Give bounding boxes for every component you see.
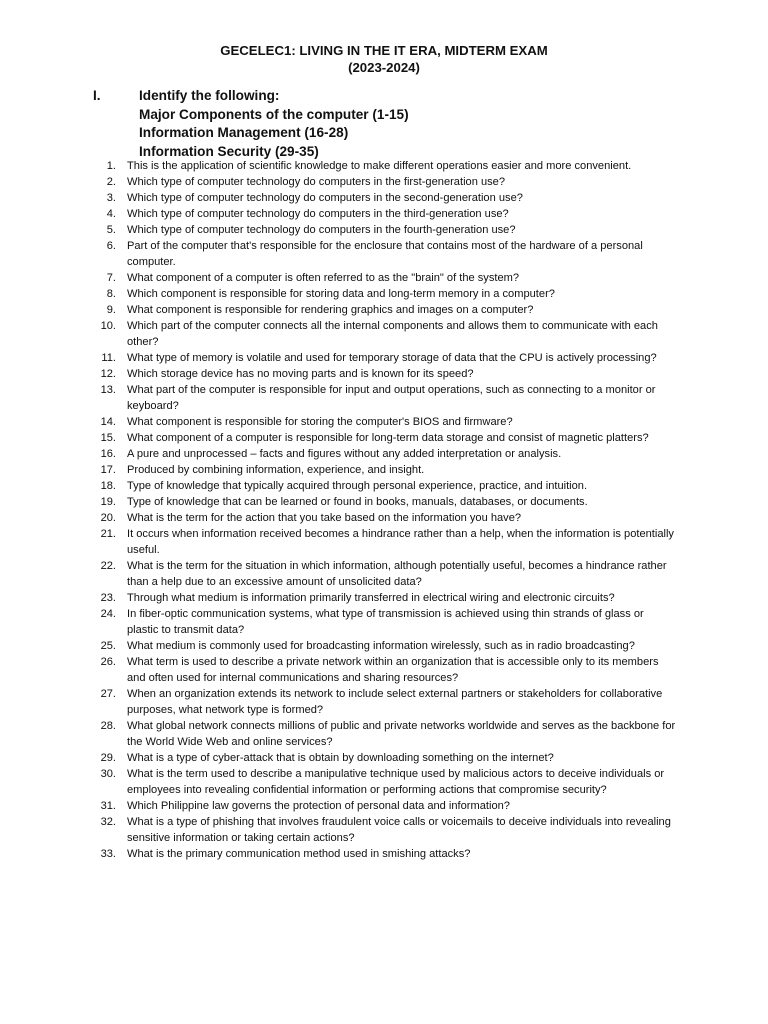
question-text: Part of the computer that's responsible for the enclosure that contains most of the hardware of a personal computer. bbox=[127, 240, 643, 268]
question-item bbox=[0, 206, 677, 222]
question-item bbox=[0, 478, 677, 494]
question-text: Which storage device has no moving parts and is known for its speed? bbox=[127, 368, 474, 380]
question-item bbox=[0, 814, 677, 846]
question-item bbox=[0, 382, 677, 414]
question-number: 4. bbox=[106, 208, 116, 220]
question-number: 27. bbox=[100, 688, 116, 700]
question-item bbox=[0, 638, 677, 654]
question-text: What is a type of cyber-attack that is obtain by downloading something on the internet? bbox=[127, 752, 554, 764]
question-text: This is the application of scientific knowledge to make different operations easier and more convenient. bbox=[127, 160, 632, 172]
question-text: Produced by combining information, experience, and insight. bbox=[127, 464, 425, 476]
question-item bbox=[0, 606, 677, 638]
question-number: 16. bbox=[100, 448, 116, 460]
question-text: What is the primary communication method used in smishing attacks? bbox=[127, 848, 471, 860]
question-text: What component of a computer is often referred to as the "brain" of the system? bbox=[127, 272, 520, 284]
question-item bbox=[0, 590, 677, 606]
question-item bbox=[0, 446, 677, 462]
question-item bbox=[0, 270, 677, 286]
exam-title-line-2: (2023-2024) bbox=[348, 60, 420, 75]
question-number: 5. bbox=[106, 224, 116, 236]
question-item bbox=[0, 494, 677, 510]
question-number: 23. bbox=[100, 592, 116, 604]
section-instruction-line: Information Management (16-28) bbox=[139, 125, 349, 141]
question-item bbox=[0, 174, 677, 190]
question-text: In fiber-optic communication systems, what type of transmission is achieved using thin strands of glass or plastic to transmit data? bbox=[127, 608, 644, 636]
question-text: What part of the computer is responsible for input and output operations, such as connecting to a monitor or keyboard? bbox=[127, 384, 656, 412]
question-text: What type of memory is volatile and used for temporary storage of data that the CPU is actively processing? bbox=[127, 352, 657, 364]
question-text: What medium is commonly used for broadcasting information wirelessly, such as in radio broadcasting? bbox=[127, 640, 635, 652]
question-number: 18. bbox=[100, 480, 116, 492]
question-item bbox=[0, 686, 677, 718]
question-text: Which type of computer technology do computers in the first-generation use? bbox=[127, 176, 506, 188]
question-text: What component is responsible for rendering graphics and images on a computer? bbox=[127, 304, 534, 316]
question-number: 9. bbox=[106, 304, 116, 316]
question-number: 10. bbox=[100, 320, 116, 332]
question-list bbox=[0, 158, 768, 862]
question-number: 30. bbox=[100, 768, 116, 780]
question-number: 21. bbox=[100, 528, 116, 540]
question-text: Type of knowledge that can be learned or found in books, manuals, databases, or documents. bbox=[127, 496, 588, 508]
question-number: 25. bbox=[100, 640, 116, 652]
question-number: 13. bbox=[100, 384, 116, 396]
question-number: 14. bbox=[100, 416, 116, 428]
question-item bbox=[0, 414, 677, 430]
question-item bbox=[0, 654, 677, 686]
question-number: 20. bbox=[100, 512, 116, 524]
question-text: Which type of computer technology do computers in the third-generation use? bbox=[127, 208, 509, 220]
question-text: It occurs when information received becomes a hindrance rather than a help, when the information is potentially useful. bbox=[127, 528, 674, 556]
question-text: Type of knowledge that typically acquired through personal experience, practice, and intuition. bbox=[127, 480, 588, 492]
question-text: Which part of the computer connects all the internal components and allows them to communicate with each other? bbox=[127, 320, 658, 348]
question-number: 29. bbox=[100, 752, 116, 764]
question-item bbox=[0, 318, 677, 350]
question-item bbox=[0, 558, 677, 590]
question-number: 8. bbox=[106, 288, 116, 300]
question-number: 22. bbox=[100, 560, 116, 572]
question-item bbox=[0, 350, 677, 366]
question-text: Which type of computer technology do computers in the fourth-generation use? bbox=[127, 224, 516, 236]
question-item bbox=[0, 158, 677, 174]
question-item bbox=[0, 430, 677, 446]
question-item bbox=[0, 366, 677, 382]
question-number: 12. bbox=[100, 368, 116, 380]
question-number: 3. bbox=[106, 192, 116, 204]
question-text: What is the term used to describe a manipulative technique used by malicious actors to deceive individuals or employees into revealing confidential information or performing actions that compromise security? bbox=[127, 768, 665, 796]
question-text: What component is responsible for storing the computer's BIOS and firmware? bbox=[127, 416, 513, 428]
question-item bbox=[0, 286, 677, 302]
question-text: What component of a computer is responsible for long-term data storage and consist of magnetic platters? bbox=[127, 432, 649, 444]
question-number: 31. bbox=[100, 800, 116, 812]
question-item bbox=[0, 526, 677, 558]
question-item bbox=[0, 846, 677, 862]
question-number: 28. bbox=[100, 720, 116, 732]
question-number: 17. bbox=[100, 464, 116, 476]
question-text: What term is used to describe a private network within an organization that is accessible only to its members and often used for internal communications and sharing resources? bbox=[127, 656, 659, 684]
section-instruction-line: Information Security (29-35) bbox=[139, 143, 319, 159]
question-item bbox=[0, 190, 677, 206]
question-number: 1. bbox=[106, 160, 116, 172]
question-text: What is the term for the situation in which information, although potentially useful, becomes a hindrance rather than a help due to an excessive amount of unsolicited data? bbox=[127, 560, 667, 588]
question-text: What is a type of phishing that involves fraudulent voice calls or voicemails to deceive individuals into revealing sensitive information or taking certain actions? bbox=[127, 816, 671, 844]
section-instruction-line: Major Components of the computer (1-15) bbox=[139, 106, 409, 122]
section-number: I. bbox=[93, 88, 101, 103]
question-text: What global network connects millions of public and private networks worldwide and serves as the backbone for the World Wide Web and online services? bbox=[127, 720, 676, 748]
question-text: Through what medium is information primarily transferred in electrical wiring and electronic circuits? bbox=[127, 592, 615, 604]
question-text: Which component is responsible for storing data and long-term memory in a computer? bbox=[127, 288, 555, 300]
question-number: 26. bbox=[100, 656, 116, 668]
question-number: 33. bbox=[100, 848, 116, 860]
question-item bbox=[0, 302, 677, 318]
question-item bbox=[0, 798, 677, 814]
question-text: What is the term for the action that you take based on the information you have? bbox=[127, 512, 522, 524]
question-item bbox=[0, 750, 677, 766]
question-text: When an organization extends its network to include select external partners or stakeholders for collaborative purposes, what network type is formed? bbox=[127, 688, 663, 716]
question-text: Which type of computer technology do computers in the second-generation use? bbox=[127, 192, 523, 204]
question-number: 6. bbox=[106, 240, 116, 252]
section-instruction-line: Identify the following: bbox=[139, 88, 280, 103]
question-item bbox=[0, 238, 677, 270]
question-number: 15. bbox=[100, 432, 116, 444]
question-item bbox=[0, 718, 677, 750]
exam-title-line-1: GECELEC1: LIVING IN THE IT ERA, MIDTERM EXAM bbox=[220, 43, 548, 58]
question-number: 32. bbox=[100, 816, 116, 828]
question-item bbox=[0, 510, 677, 526]
question-item bbox=[0, 766, 677, 798]
question-text: A pure and unprocessed – facts and figures without any added interpretation or analysis. bbox=[127, 448, 562, 460]
question-number: 7. bbox=[106, 272, 116, 284]
question-number: 11. bbox=[101, 352, 116, 364]
question-text: Which Philippine law governs the protection of personal data and information? bbox=[127, 800, 510, 812]
question-item bbox=[0, 462, 677, 478]
question-item bbox=[0, 222, 677, 238]
question-number: 19. bbox=[100, 496, 116, 508]
section-instructions bbox=[139, 87, 409, 161]
question-number: 24. bbox=[100, 608, 116, 620]
question-number: 2. bbox=[106, 176, 116, 188]
exam-title bbox=[0, 42, 768, 76]
